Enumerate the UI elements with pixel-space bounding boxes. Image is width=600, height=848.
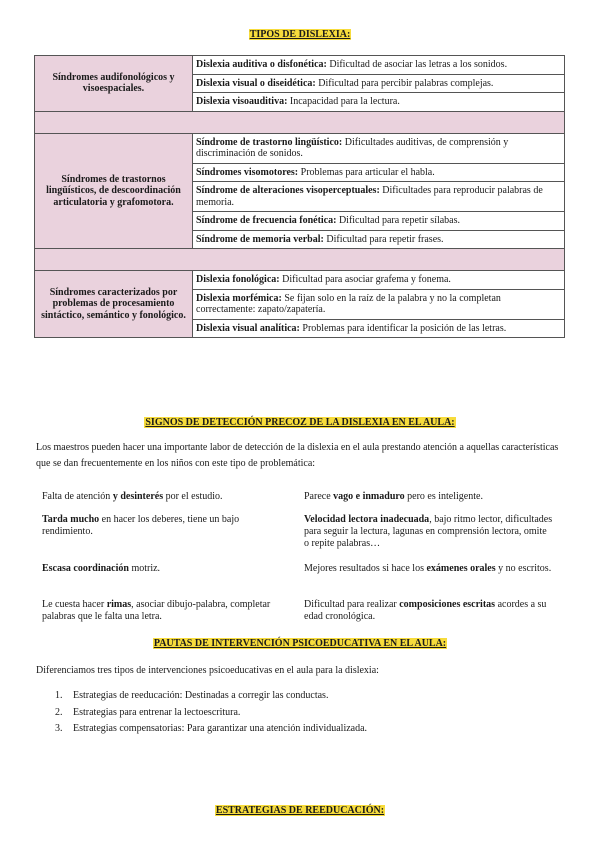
sign-emphasis: rimas [106, 599, 132, 610]
sign-text: Le cuesta hacer [42, 599, 107, 610]
sign-emphasis: Escasa coordinación [42, 563, 129, 574]
type-description: Dificultades auditivas, de comprensión y discriminación de sonidos. [196, 136, 509, 159]
sign-text: acordes a su edad cronológica. [304, 599, 547, 622]
list-text: Estrategias de reeducación: Destinadas a corregir las conductas. [73, 690, 329, 701]
type-item [193, 230, 565, 249]
sign-text: Parece [304, 491, 334, 502]
type-term: Dislexia visual o diseidética: [196, 77, 316, 89]
table-spacer-row [35, 111, 565, 133]
sign-emphasis: y [112, 491, 121, 502]
type-description: Problemas para identificar la posición de las letras. [299, 322, 507, 334]
sign-emphasis: composiciones escritas [399, 599, 496, 610]
type-item [193, 271, 565, 290]
sign-text: Dificultad para realizar [304, 599, 400, 610]
list-text: Estrategias compensatorias: Para garantizar una atención individualizada. [73, 723, 368, 734]
type-description: Dificultad para percibir palabras complejas. [315, 77, 494, 89]
guidelines-intro: Diferenciamos tres tipos de intervenciones psicoeducativas en el aula para la dislexia: [36, 665, 379, 676]
type-term: Síndrome de trastorno lingüístico: [196, 136, 343, 148]
list-number: 1. [55, 690, 63, 701]
group-label: Síndromes audifonológicos y visoespaciales. [35, 56, 193, 112]
type-description: Dificultades para reproducir palabras de memoria. [196, 185, 543, 208]
list-number: 3. [55, 723, 63, 734]
sign-text: y no escritos. [495, 563, 552, 574]
type-description: Incapacidad para la lectura. [287, 96, 400, 107]
type-item [193, 74, 565, 93]
type-item [193, 319, 565, 338]
type-term: Dislexia visoauditiva: [196, 96, 288, 107]
type-term: Síndrome de frecuencia fonética: [196, 215, 337, 226]
sign-left-item [42, 514, 282, 538]
type-term: Síndrome de alteraciones visoperceptuales: [196, 185, 380, 196]
type-term: Dislexia morfémica: [196, 292, 282, 304]
type-description: Dificultad de asociar las letras a los sonidos. [326, 59, 508, 70]
type-item [193, 56, 565, 75]
type-term: Síndromes visomotores: [196, 166, 299, 178]
table-spacer-row [35, 249, 565, 271]
type-item [193, 93, 565, 112]
list-item [36, 721, 367, 738]
sign-emphasis: Tarda mucho [42, 514, 100, 525]
sign-text: , bajo ritmo lector, dificultades para seguir la lectura, lagunas en comprensión lectora, omite o repite palabras… [304, 514, 553, 549]
type-description: Dificultad para repetir frases. [323, 233, 444, 245]
group-label: Síndromes caracterizados por problemas de procesamiento sintáctico, semántico y fonológico. [35, 271, 193, 338]
list-text: Estrategias para entrenar la lectoescritura. [73, 706, 241, 718]
sign-text: por el estudio. [163, 491, 223, 502]
sign-text: Falta de atención [42, 491, 113, 502]
sign-right-item [304, 514, 554, 550]
sign-text: pero es inteligente. [404, 491, 483, 502]
sign-right-item [304, 491, 554, 503]
type-item [193, 182, 565, 212]
sign-text: Mejores resultados si hace los [304, 563, 427, 574]
type-term: Dislexia auditiva o disfonética: [196, 59, 327, 70]
guidelines-title: PAUTAS DE INTERVENCIÓN PSICOEDUCATIVA EN EL AULA: [153, 638, 447, 649]
sign-left-item [42, 563, 282, 575]
type-item [193, 212, 565, 231]
dyslexia-types-table [34, 55, 565, 338]
type-item [193, 289, 565, 319]
type-item [193, 163, 565, 182]
sign-text: motriz. [128, 563, 161, 574]
signs-intro: Los maestros pueden hacer una importante labor de detección de la dislexia en el aula prestando atención a aquellas características que se dan frecuentemente en los niños con este tipo de problemática: [36, 442, 559, 469]
table-row [35, 133, 565, 163]
table-row [35, 56, 565, 75]
list-number: 2. [55, 706, 63, 718]
list-item [36, 705, 367, 722]
type-term: Dislexia visual analítica: [196, 322, 300, 334]
type-description: Problemas para articular el habla. [298, 166, 435, 178]
type-description: Dificultad para asociar grafema y fonema. [279, 274, 451, 285]
sign-emphasis: exámenes orales [426, 563, 496, 574]
type-item [193, 133, 565, 163]
sign-text: , asociar dibujo-palabra, completar palabras que le falta una letra. [42, 599, 271, 622]
sign-emphasis: desinterés [120, 491, 164, 502]
type-description: Dificultad para repetir sílabas. [336, 215, 461, 226]
sign-right-item [304, 563, 554, 575]
sign-right-item [304, 599, 554, 623]
type-term: Dislexia fonológica: [196, 274, 280, 285]
guidelines-list [36, 688, 367, 738]
group-label: Síndromes de trastornos lingüísticos, de descoordinación articulatoria y grafomotora. [35, 133, 193, 249]
list-item [36, 688, 367, 705]
sign-left-item [42, 491, 282, 503]
table-row [35, 271, 565, 290]
sign-emphasis: vago e inmaduro [333, 491, 405, 502]
strategies-title: ESTRATEGIAS DE REEDUCACIÓN: [215, 805, 385, 816]
sign-left-item [42, 599, 282, 623]
type-description: Se fijan solo en la raíz de la palabra y no la completan correctamente: zapato/zapatería. [196, 292, 501, 315]
sign-text: en hacer los deberes, tiene un bajo rendimiento. [42, 514, 240, 537]
sign-emphasis: Velocidad lectora inadecuada [304, 514, 430, 525]
type-term: Síndrome de memoria verbal: [196, 233, 324, 245]
signs-title: SIGNOS DE DETECCIÓN PRECOZ DE LA DISLEXIA EN EL AULA: [145, 417, 455, 428]
types-title: TIPOS DE DISLEXIA: [249, 29, 351, 40]
